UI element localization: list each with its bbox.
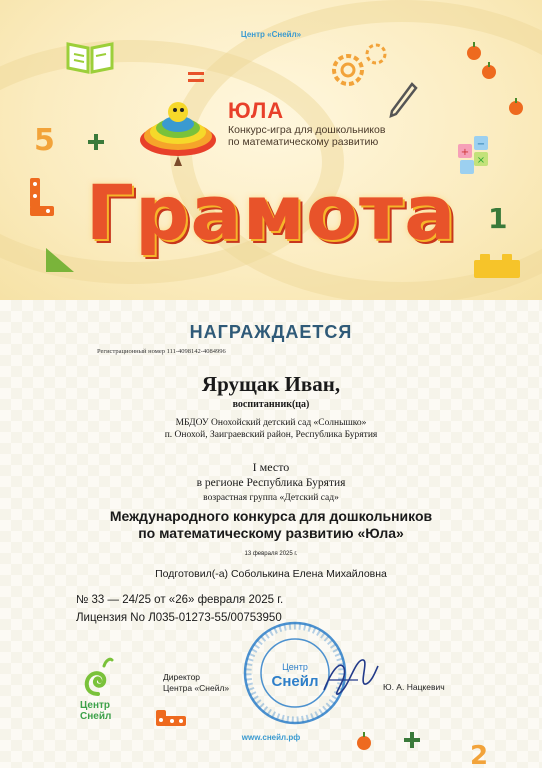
contest-description-line: Конкурс-игра для дошкольников xyxy=(228,124,386,136)
registration-number: Регистрационный номер 111-4098142-4084996 xyxy=(97,348,226,355)
director-line: Директор xyxy=(163,672,201,682)
svg-text:−: − xyxy=(476,139,486,150)
stamp-text: Центр xyxy=(282,662,308,672)
organization-line: МБДОУ Онохойский детский сад «Солнышко» xyxy=(175,418,367,428)
prepared-by: Подготовил(-а) Соболькина Елена Михайловна xyxy=(155,568,387,580)
svg-text:1: 1 xyxy=(488,202,508,232)
awarded-heading: НАГРАЖДАЕТСЯ xyxy=(189,322,353,342)
website-link[interactable]: www.снейл.рф xyxy=(241,733,301,742)
plus-sign-icon xyxy=(402,730,422,750)
svg-text:×: × xyxy=(476,155,486,166)
license-number: Лицензия No Л035-01273-55/00753950 xyxy=(76,612,282,624)
director-line: Центра «Снейл» xyxy=(163,683,230,693)
apple-icon xyxy=(478,60,500,80)
organization xyxy=(0,417,542,441)
plus-sign-icon xyxy=(86,132,106,152)
spinning-top-logo xyxy=(136,96,220,168)
apple-icon xyxy=(462,40,486,62)
svg-text:2: 2 xyxy=(470,741,489,768)
contest-description-line: по математическому развитию xyxy=(228,136,379,148)
contest-name-line: по математическому развитию «Юла» xyxy=(138,525,404,541)
place-awarded: I место xyxy=(252,460,290,474)
gears-icon xyxy=(318,40,398,90)
signature xyxy=(318,650,382,704)
l-block-icon xyxy=(154,708,188,734)
contest-date: 13 февраля 2025 г. xyxy=(244,551,298,557)
svg-text:+: + xyxy=(460,147,470,158)
recipient-name: Ярущак Иван, xyxy=(201,372,341,396)
number-five-icon xyxy=(30,120,60,156)
contest-short-title: ЮЛА xyxy=(228,98,285,123)
center-logo-text xyxy=(80,700,111,722)
contest-name-line: Международного конкурса для дошкольников xyxy=(109,508,433,524)
signatory-name: Ю. А. Нацкевич xyxy=(383,682,445,692)
logo-line: Снейл xyxy=(80,711,112,722)
stamp-text: Снейл xyxy=(271,673,319,690)
director-title xyxy=(163,672,229,694)
open-book-icon xyxy=(64,38,116,76)
logo-line: Центр xyxy=(80,700,111,711)
recipient-role: воспитанник(ца) xyxy=(232,399,310,410)
contest-description xyxy=(228,124,448,148)
brand-name: Центр «Снейл» xyxy=(240,30,302,39)
organization-line: п. Онохой, Заиграевский район, Республика Бурятия xyxy=(164,430,378,440)
apple-icon xyxy=(505,96,527,116)
contest-name xyxy=(0,508,542,542)
certificate-title: Грамота xyxy=(85,168,457,257)
pencil-icon xyxy=(388,80,418,120)
equals-sign-icon xyxy=(186,70,206,84)
svg-text:5: 5 xyxy=(34,123,55,156)
document-number: № 33 — 24/25 от «26» февраля 2025 г. xyxy=(76,594,284,606)
number-two-icon xyxy=(466,736,494,768)
snail-logo-icon xyxy=(80,654,116,698)
age-group: возрастная группа «Детский сад» xyxy=(203,493,339,503)
apple-icon xyxy=(352,730,376,752)
region-text: в регионе Республика Бурятия xyxy=(196,477,346,489)
